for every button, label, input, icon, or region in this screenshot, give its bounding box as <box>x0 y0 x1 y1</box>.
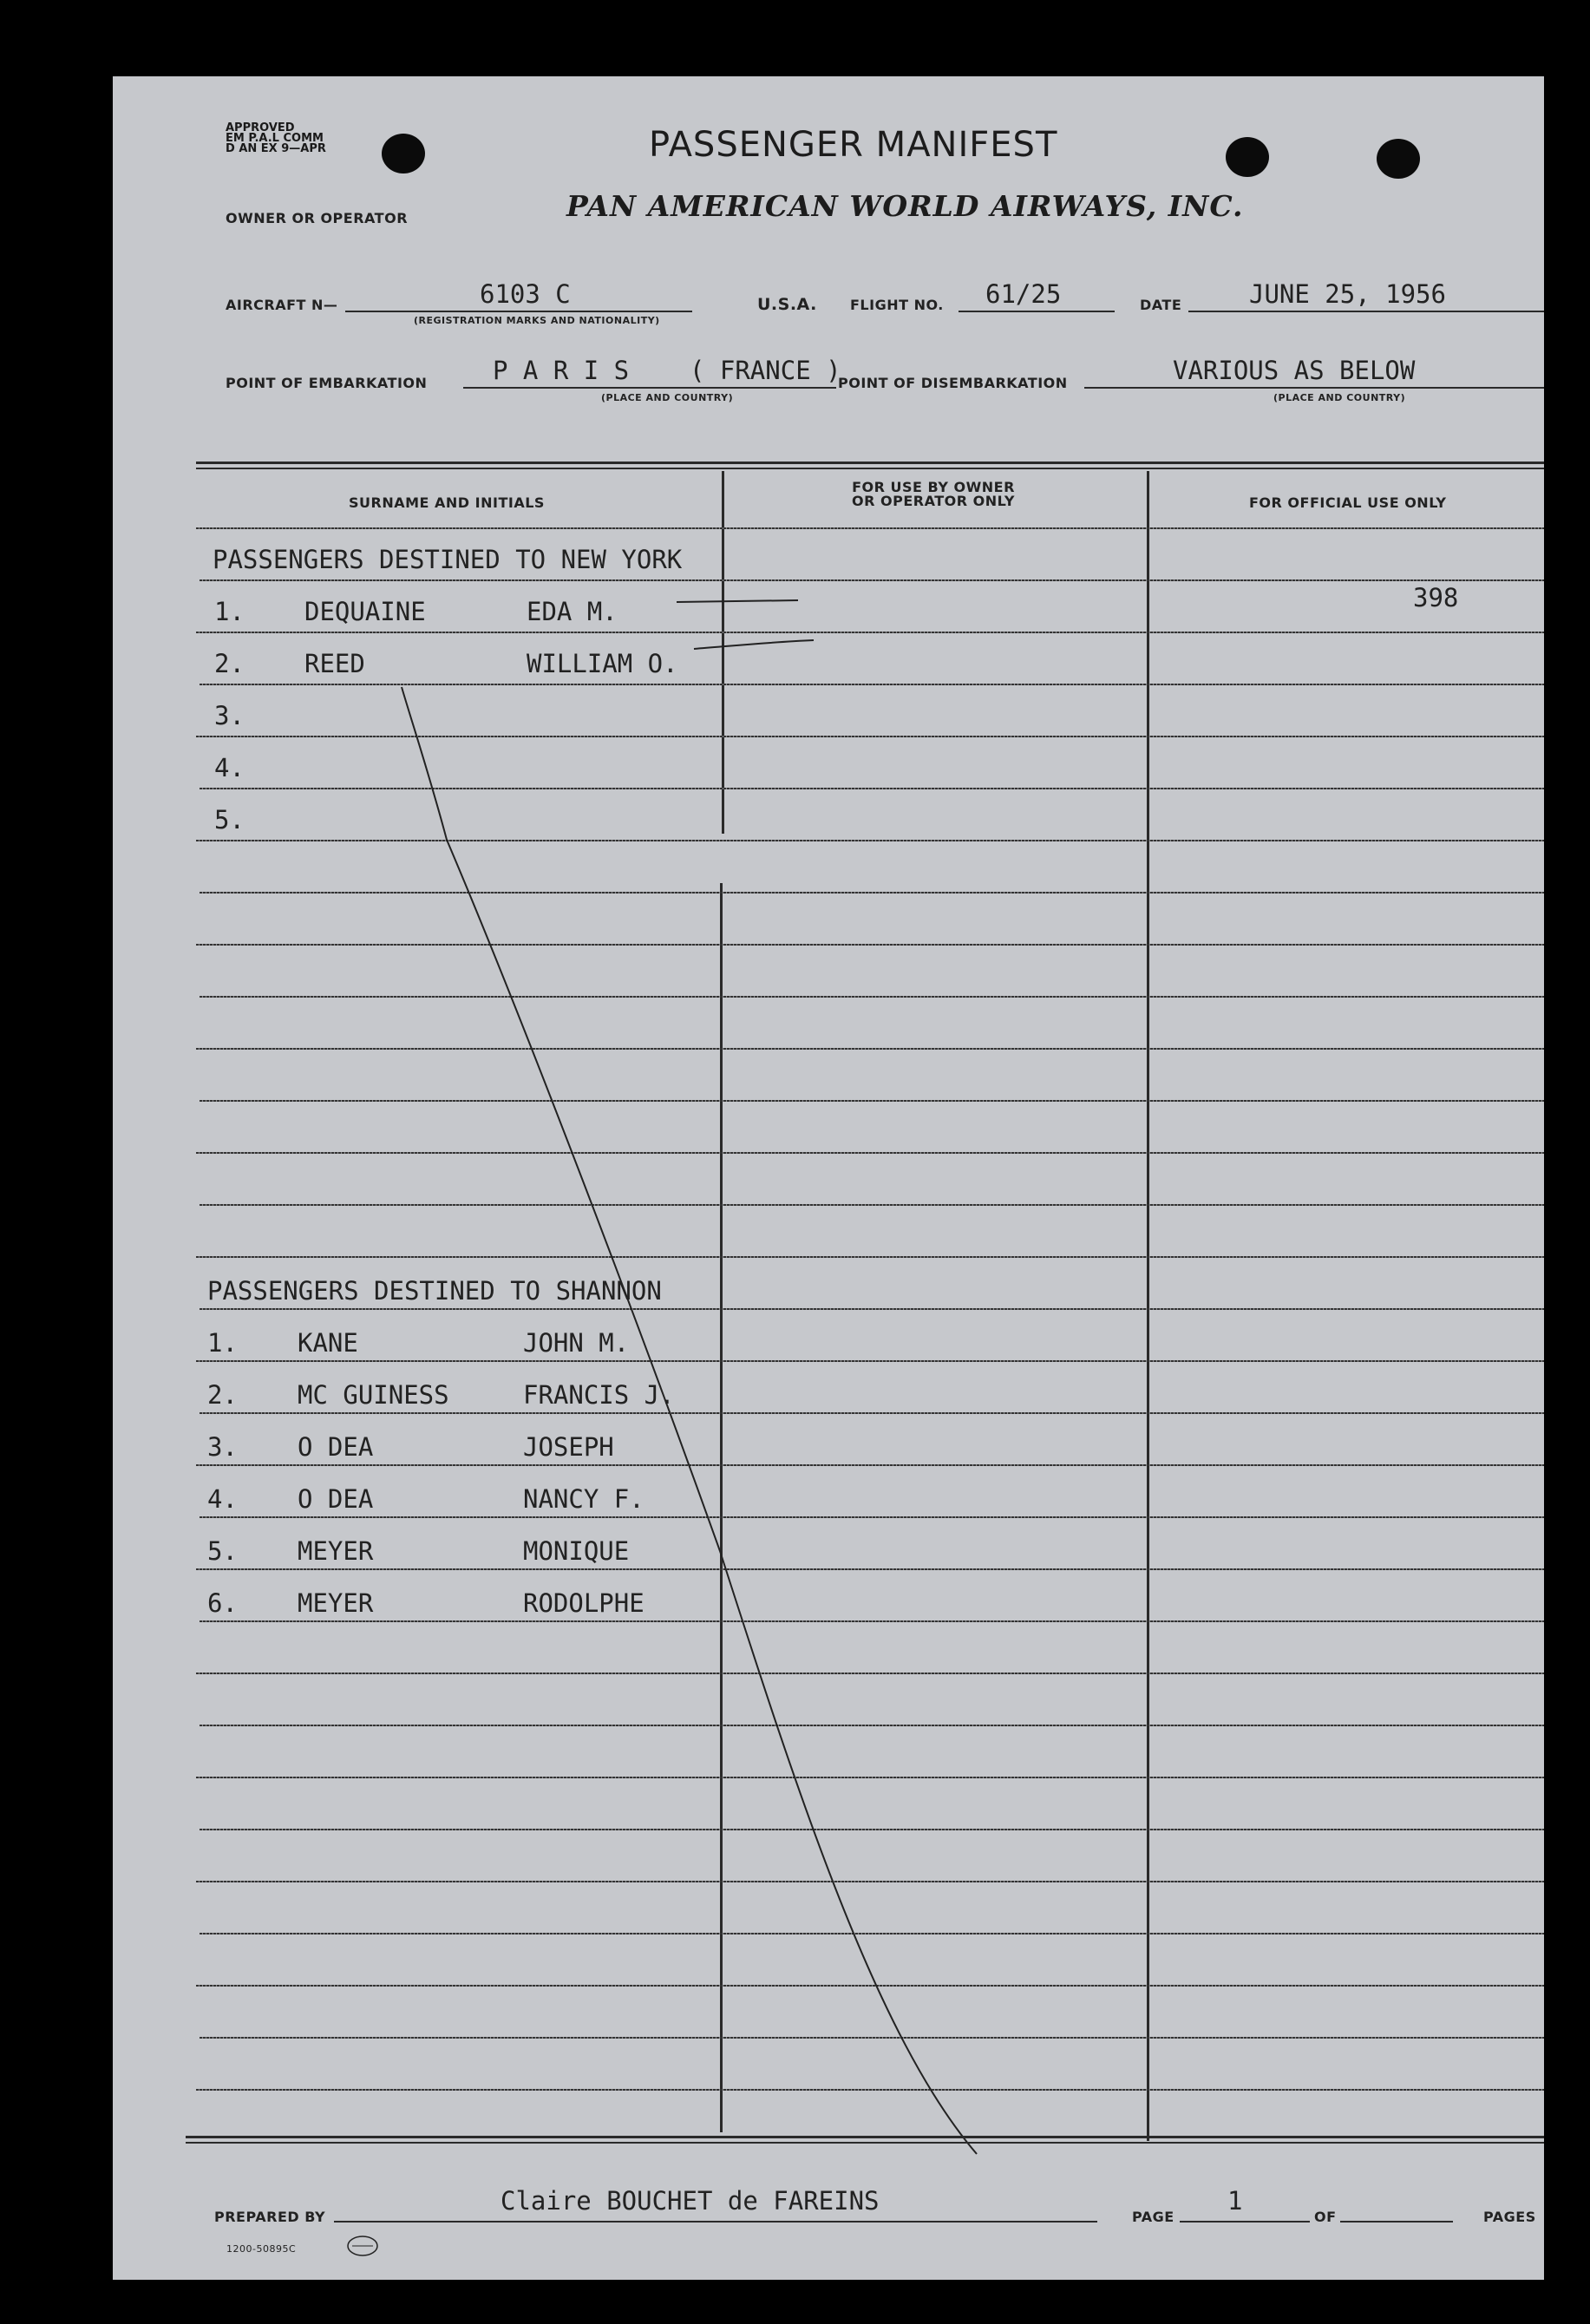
ruled-line <box>196 527 1544 529</box>
row-number: 2. <box>207 1380 238 1410</box>
table-top-rule-2 <box>196 468 1544 469</box>
official-number: 398 <box>1413 583 1459 612</box>
aircraft-value: 6103 C <box>480 279 571 309</box>
passenger-given-name: MONIQUE <box>523 1536 630 1566</box>
col-header-official: FOR OFFICIAL USE ONLY <box>1249 494 1447 511</box>
row-number: 5. <box>214 805 245 835</box>
union-label-icon <box>345 2233 380 2259</box>
manifest-sheet <box>113 76 1544 2280</box>
page-underline <box>1180 2221 1310 2223</box>
form-number: 1200-50895C <box>226 2243 297 2255</box>
group-heading-shannon: PASSENGERS DESTINED TO SHANNON <box>207 1276 662 1306</box>
ruled-line <box>196 1777 1544 1778</box>
ruled-line <box>196 1464 1544 1466</box>
stamp-line-2: EM P.A.L COMM <box>226 132 324 145</box>
page-title: PASSENGER MANIFEST <box>649 125 1058 165</box>
row-number: 3. <box>214 701 245 730</box>
ruled-line <box>200 892 1544 894</box>
row-number: 4. <box>214 753 245 782</box>
column-divider-2 <box>1147 471 1149 2141</box>
handwritten-strike-lines <box>113 76 1544 2280</box>
passenger-surname: MC GUINESS <box>298 1380 449 1410</box>
approval-stamp <box>226 123 326 154</box>
disembarkation-note: (PLACE AND COUNTRY) <box>1273 392 1406 403</box>
col-header-owner-line2: OR OPERATOR ONLY <box>852 493 1015 509</box>
ruled-line <box>200 1516 1544 1518</box>
airline-name: PAN AMERICAN WORLD AIRWAYS, INC. <box>566 189 1244 223</box>
col-header-owner-line1: FOR USE BY OWNER <box>852 479 1015 495</box>
flight-label: FLIGHT NO. <box>850 297 944 313</box>
page-label: PAGE <box>1132 2209 1175 2225</box>
table-top-rule <box>196 462 1544 464</box>
ruled-line <box>196 736 1544 737</box>
stamp-line-3: D AN EX 9—APR <box>226 142 326 155</box>
row-number: 3. <box>207 1432 238 1462</box>
passenger-surname: O DEA <box>298 1484 374 1514</box>
punch-hole-middle <box>1226 137 1269 177</box>
ruled-line <box>196 1256 1544 1258</box>
stamp-line-1: APPROVED <box>226 121 295 134</box>
date-label: DATE <box>1140 297 1182 313</box>
prepared-value: Claire BOUCHET de FAREINS <box>501 2186 880 2216</box>
column-divider-1b <box>720 883 723 2132</box>
of-underline <box>1340 2221 1453 2223</box>
ruled-line <box>196 944 1544 946</box>
ruled-line <box>200 996 1544 998</box>
date-value: JUNE 25, 1956 <box>1249 279 1446 309</box>
embarkation-value: P A R I S ( FRANCE ) <box>493 356 841 385</box>
ruled-line <box>196 840 1544 841</box>
ruled-line <box>200 788 1544 789</box>
row-number: 4. <box>207 1484 238 1514</box>
row-number: 2. <box>214 649 245 678</box>
ruled-line <box>200 1412 1544 1414</box>
passenger-surname: MEYER <box>298 1536 374 1566</box>
row-number: 6. <box>207 1588 238 1618</box>
ruled-line <box>200 2037 1544 2039</box>
passenger-surname: DEQUAINE <box>304 597 426 626</box>
embarkation-underline <box>463 387 836 389</box>
ruled-line <box>196 1985 1544 1987</box>
prepared-label: PREPARED BY <box>214 2209 326 2225</box>
passenger-surname: KANE <box>298 1328 358 1358</box>
ruled-line <box>200 1620 1544 1622</box>
ruled-line <box>196 2089 1544 2091</box>
date-underline <box>1188 311 1544 312</box>
disembarkation-underline <box>1084 387 1544 389</box>
passenger-given-name: JOHN M. <box>523 1328 630 1358</box>
group-heading-new-york: PASSENGERS DESTINED TO NEW YORK <box>213 545 683 574</box>
table-bottom-rule <box>186 2136 1544 2138</box>
registration-note: (REGISTRATION MARKS AND NATIONALITY) <box>414 315 660 326</box>
ruled-line <box>200 1933 1544 1934</box>
strike-line-row1 <box>677 600 798 602</box>
ruled-line <box>196 632 1544 633</box>
table-bottom-rule-2 <box>186 2142 1544 2144</box>
owner-label: OWNER OR OPERATOR <box>226 210 409 226</box>
ruled-line <box>196 1048 1544 1050</box>
ruled-line <box>200 1725 1544 1726</box>
flight-value: 61/25 <box>985 279 1062 309</box>
passenger-given-name: RODOLPHE <box>523 1588 645 1618</box>
ruled-line <box>196 1673 1544 1674</box>
embarkation-label: POINT OF EMBARKATION <box>226 375 428 391</box>
passenger-surname: REED <box>304 649 365 678</box>
ruled-line <box>196 1360 1544 1362</box>
page-value: 1 <box>1227 2186 1243 2216</box>
row-number: 1. <box>214 597 245 626</box>
passenger-surname: O DEA <box>298 1432 374 1462</box>
col-header-surname: SURNAME AND INITIALS <box>349 494 545 511</box>
passenger-given-name: EDA M. <box>527 597 618 626</box>
aircraft-underline <box>345 311 692 312</box>
embarkation-note: (PLACE AND COUNTRY) <box>601 392 734 403</box>
usa-label: U.S.A. <box>757 295 817 314</box>
ruled-line <box>200 1829 1544 1830</box>
prepared-underline <box>334 2221 1097 2223</box>
ruled-line <box>196 1568 1544 1570</box>
passenger-given-name: WILLIAM O. <box>527 649 678 678</box>
passenger-surname: MEYER <box>298 1588 374 1618</box>
ruled-line <box>196 1152 1544 1154</box>
of-label: OF <box>1314 2209 1337 2225</box>
flight-underline <box>959 311 1115 312</box>
ruled-line <box>200 1100 1544 1102</box>
disembarkation-value: VARIOUS AS BELOW <box>1173 356 1416 385</box>
ruled-line <box>200 1204 1544 1206</box>
punch-hole-left <box>382 134 425 173</box>
disembarkation-label: POINT OF DISEMBARKATION <box>838 375 1068 391</box>
ruled-line <box>200 1308 1544 1310</box>
aircraft-label: AIRCRAFT N— <box>226 297 338 313</box>
strike-line-row2 <box>694 640 814 649</box>
column-divider-1 <box>722 471 724 834</box>
punch-hole-right <box>1377 139 1420 179</box>
passenger-given-name: NANCY F. <box>523 1484 645 1514</box>
passenger-given-name: FRANCIS J. <box>523 1380 675 1410</box>
row-number: 1. <box>207 1328 238 1358</box>
ruled-line <box>200 684 1544 685</box>
col-header-owner <box>838 481 1029 508</box>
passenger-given-name: JOSEPH <box>523 1432 614 1462</box>
row-number: 5. <box>207 1536 238 1566</box>
pages-label: PAGES <box>1483 2209 1536 2225</box>
ruled-line <box>196 1881 1544 1882</box>
ruled-line <box>200 579 1544 581</box>
